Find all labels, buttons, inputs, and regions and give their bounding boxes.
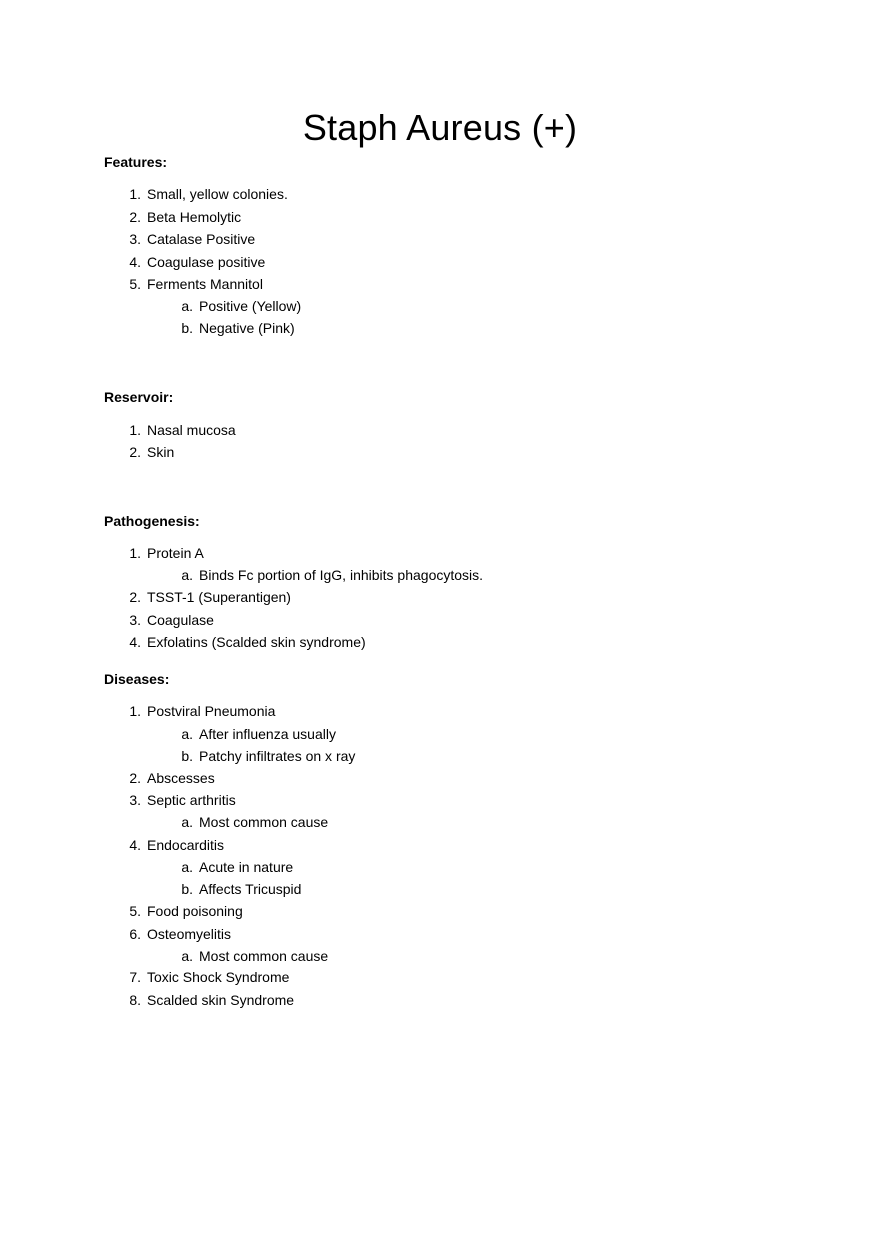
- list-marker: 2.: [129, 444, 141, 460]
- list-text: Binds Fc portion of IgG, inhibits phagocytosis.: [199, 567, 484, 583]
- list-text: Most common cause: [199, 814, 329, 830]
- list-text: Positive (Yellow): [199, 298, 302, 314]
- list-text: Septic arthritis: [147, 792, 236, 808]
- list-marker: a.: [181, 814, 193, 830]
- list-marker: 4.: [129, 634, 141, 650]
- list-marker: 4.: [129, 837, 141, 853]
- list-text: Small, yellow colonies.: [147, 186, 288, 202]
- list-marker: 3.: [129, 231, 141, 247]
- list-text: Catalase Positive: [147, 231, 256, 247]
- features-heading: Features:: [104, 154, 168, 170]
- list-marker: 1.: [129, 186, 141, 202]
- list-text: Abscesses: [147, 770, 215, 786]
- list-marker: 2.: [129, 209, 141, 225]
- list-text: Endocarditis: [147, 837, 225, 853]
- reservoir-heading: Reservoir:: [104, 389, 174, 405]
- list-marker: a.: [181, 948, 193, 964]
- list-marker: 7.: [129, 969, 141, 985]
- list-text: Acute in nature: [199, 859, 294, 875]
- list-text: Coagulase positive: [147, 254, 266, 270]
- list-text: Nasal mucosa: [147, 422, 236, 438]
- list-text: Patchy infiltrates on x ray: [199, 748, 356, 764]
- list-text: Ferments Mannitol: [147, 276, 263, 292]
- list-marker: 5.: [129, 903, 141, 919]
- list-marker: b.: [181, 320, 193, 336]
- list-marker: b.: [181, 748, 193, 764]
- list-marker: 4.: [129, 254, 141, 270]
- list-text: TSST-1 (Superantigen): [147, 589, 291, 605]
- pathogenesis-heading: Pathogenesis:: [104, 513, 200, 529]
- list-marker: 3.: [129, 612, 141, 628]
- list-text: Skin: [147, 444, 175, 460]
- list-text: Beta Hemolytic: [147, 209, 242, 225]
- list-text: Postviral Pneumonia: [147, 703, 276, 719]
- list-marker: a.: [181, 298, 193, 314]
- list-marker: 6.: [129, 926, 141, 942]
- list-text: Protein A: [147, 545, 204, 561]
- list-marker: 2.: [129, 589, 141, 605]
- page-title: Staph Aureus (+): [302, 107, 578, 148]
- list-text: Most common cause: [199, 948, 329, 964]
- list-text: Scalded skin Syndrome: [147, 992, 295, 1008]
- list-marker: a.: [181, 726, 193, 742]
- list-text: Affects Tricuspid: [199, 881, 302, 897]
- list-marker: 5.: [129, 276, 141, 292]
- list-marker: 1.: [129, 703, 141, 719]
- list-text: Exfolatins (Scalded skin syndrome): [147, 634, 366, 650]
- list-marker: a.: [181, 859, 193, 875]
- list-text: Toxic Shock Syndrome: [147, 969, 290, 985]
- list-marker: 8.: [129, 992, 141, 1008]
- list-marker: 1.: [129, 545, 141, 561]
- list-marker: 3.: [129, 792, 141, 808]
- list-text: Food poisoning: [147, 903, 243, 919]
- list-marker: a.: [181, 567, 193, 583]
- list-text: Negative (Pink): [199, 320, 295, 336]
- list-marker: b.: [181, 881, 193, 897]
- list-text: Coagulase: [147, 612, 214, 628]
- list-text: After influenza usually: [199, 726, 336, 742]
- list-marker: 2.: [129, 770, 141, 786]
- diseases-heading: Diseases:: [104, 671, 170, 687]
- list-marker: 1.: [129, 422, 141, 438]
- list-text: Osteomyelitis: [147, 926, 232, 942]
